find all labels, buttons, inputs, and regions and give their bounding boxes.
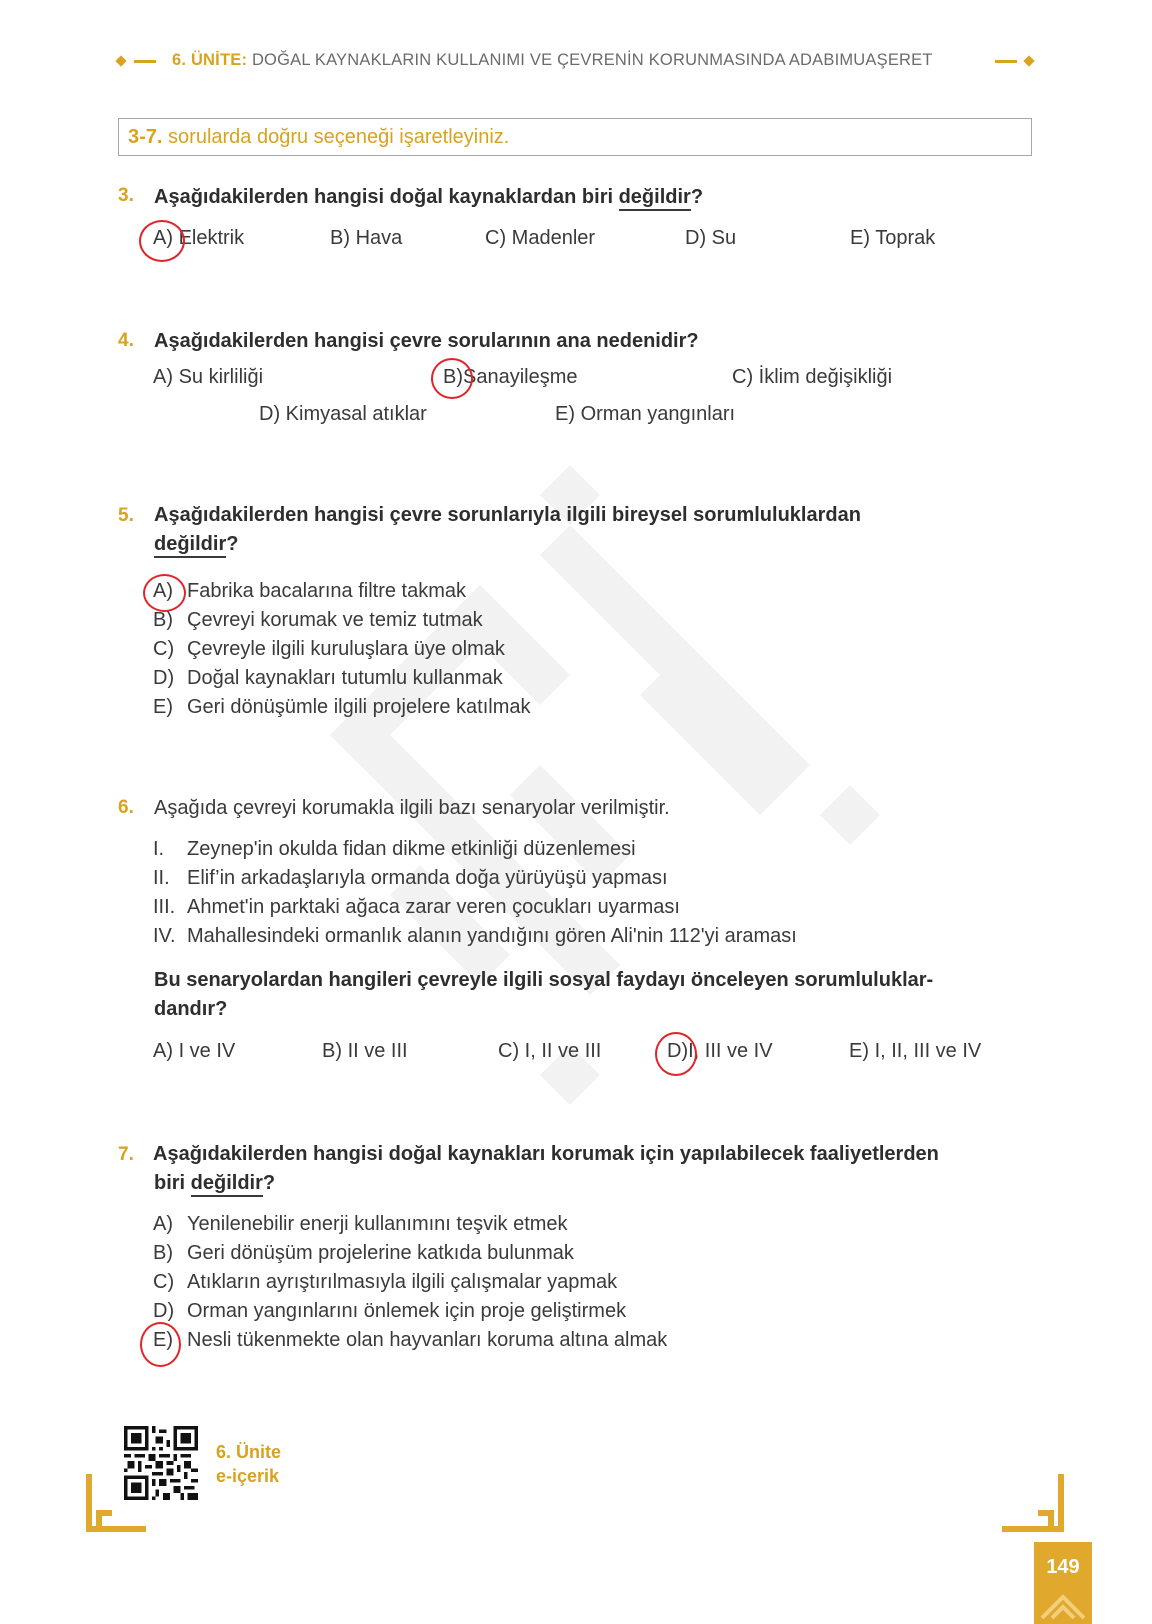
- q6-statement-4-text: Mahallesindeki ormanlık alanın yandığını gören Ali'nin 112'yi araması: [187, 925, 797, 947]
- q7-option-d: [153, 1297, 626, 1326]
- q5-option-b: [153, 606, 483, 635]
- q7-option-a-text: Yenilenebilir enerji kullanımını teşvik etmek: [187, 1213, 568, 1235]
- question-4-number: 4.: [118, 330, 134, 351]
- q4-option-e-text: Orman yangınları: [580, 403, 736, 425]
- question-5-text-after: ?: [226, 533, 239, 555]
- q5-option-a-label: A): [153, 580, 173, 602]
- question-3-text-after: ?: [690, 186, 704, 208]
- q6-option-b-text: II ve III: [347, 1040, 408, 1062]
- question-5-number: 5.: [118, 505, 134, 526]
- question-7-text-before: biri: [154, 1172, 191, 1194]
- q5-option-e: [153, 693, 530, 722]
- q6-option-c-text: I, II ve III: [524, 1040, 602, 1062]
- header-diamond-left: [115, 55, 126, 66]
- q6-statement-3-text: Ahmet'in parktaki ağaca zarar veren çocukları uyarması: [187, 896, 680, 918]
- q3-option-e: [850, 227, 935, 250]
- question-7-number: 7.: [118, 1144, 134, 1165]
- question-7-line1: Aşağıdakilerden hangisi doğal kaynakları korumak için yapılabilecek faaliyetlerden: [153, 1143, 939, 1165]
- answer-circle-q6: [655, 1032, 697, 1076]
- q6-statement-2-label: II.: [153, 867, 170, 889]
- q4-option-d: [259, 403, 427, 426]
- q3-option-c: [485, 227, 595, 250]
- q6-statement-4: [153, 922, 797, 951]
- q6-option-c-label: C): [498, 1040, 520, 1062]
- header-bar-right: [995, 60, 1017, 63]
- q6-option-b-label: B): [322, 1040, 342, 1062]
- header-bar-left: [134, 60, 156, 63]
- watermark-ornament: [290, 465, 910, 1105]
- instruction-box: [118, 118, 1032, 156]
- q3-option-b-text: Hava: [355, 227, 403, 249]
- question-6-intro: Aşağıda çevreyi korumakla ilgili bazı senaryolar verilmiştir.: [154, 797, 670, 819]
- question-6-line2: dandır?: [154, 998, 228, 1020]
- footer-e-content-label: [216, 1440, 281, 1488]
- question-7-text-after: ?: [262, 1172, 276, 1194]
- q5-option-d: [153, 664, 503, 693]
- q7-option-e-label: E): [153, 1329, 173, 1351]
- q7-option-a: [153, 1210, 568, 1239]
- q4-option-d-label: D): [259, 403, 281, 425]
- answer-circle-q4: [431, 358, 473, 399]
- question-4-text: Aşağıdakilerden hangisi çevre sorularının ana nedenidir?: [154, 330, 699, 352]
- q6-statement-3: [153, 893, 680, 922]
- header-unit-title: DOĞAL KAYNAKLARIN KULLANIMI VE ÇEVRENİN KORUNMASINDA ADABIMUAŞERET: [251, 51, 933, 69]
- q4-option-c-label: C): [732, 366, 754, 388]
- q5-option-a-text: Fabrika bacalarına filtre takmak: [187, 580, 467, 602]
- q5-option-c-text: Çevreyle ilgili kuruluşlara üye olmak: [187, 638, 505, 660]
- q6-statement-3-label: III.: [153, 896, 176, 918]
- q6-option-a-label: A): [153, 1040, 173, 1062]
- q7-option-d-label: D): [153, 1300, 175, 1322]
- instruction-body: sorularda doğru seçeneği işaretleyiniz.: [168, 126, 510, 148]
- q3-option-b: [330, 227, 402, 250]
- q4-option-e: [555, 403, 735, 426]
- q6-option-d-label: D): [667, 1040, 689, 1062]
- question-5-line1: Aşağıdakilerden hangisi çevre sorunlarıyla ilgili bireysel sorumluluklardan: [154, 504, 861, 526]
- q7-option-c-label: C): [153, 1271, 175, 1293]
- header-diamond-right: [1023, 55, 1034, 66]
- q3-option-d-text: Su: [711, 227, 737, 249]
- q3-option-a-label: A): [153, 227, 173, 249]
- answer-circle-q3: [139, 220, 185, 262]
- q7-option-a-label: A): [153, 1213, 173, 1235]
- q6-statement-1-text: Zeynep'in okulda fidan dikme etkinliği düzenlemesi: [187, 838, 636, 860]
- page-number: 149: [1046, 1556, 1080, 1578]
- q4-option-d-text: Kimyasal atıklar: [285, 403, 427, 425]
- question-5-line2: [154, 530, 238, 559]
- question-5-underlined: değildir: [154, 533, 226, 558]
- question-3-number: 3.: [118, 185, 134, 206]
- q7-option-d-text: Orman yangınlarını önlemek için proje geliştirmek: [187, 1300, 627, 1322]
- q7-option-e: [153, 1326, 667, 1355]
- q7-option-c: [153, 1268, 617, 1297]
- q7-option-c-text: Atıkların ayrıştırılmasıyla ilgili çalışmalar yapmak: [187, 1271, 618, 1293]
- question-3-text: [154, 183, 703, 212]
- q5-option-a: [153, 577, 466, 606]
- header-title: [172, 51, 933, 70]
- question-7-line2: [154, 1169, 275, 1198]
- footer-line-1: 6. Ünite: [216, 1442, 282, 1462]
- q4-option-a: [153, 366, 263, 389]
- q6-statement-2: [153, 864, 668, 893]
- instruction-range: 3-7.: [128, 126, 163, 148]
- q7-option-b: [153, 1239, 574, 1268]
- q4-option-a-label: A): [153, 366, 173, 388]
- q5-option-e-text: Geri dönüşümle ilgili projelere katılmak: [187, 696, 531, 718]
- q5-option-c: [153, 635, 505, 664]
- answer-circle-q7: [140, 1322, 181, 1367]
- q7-option-b-label: B): [153, 1242, 173, 1264]
- q3-option-d-label: D): [685, 227, 707, 249]
- question-3-text-before: Aşağıdakilerden hangisi doğal kaynaklardan biri: [154, 186, 619, 208]
- q5-option-b-text: Çevreyi korumak ve temiz tutmak: [187, 609, 483, 631]
- q5-option-d-label: D): [153, 667, 175, 689]
- q6-option-e-text: I, II, III ve IV: [874, 1040, 982, 1062]
- q3-option-c-label: C): [485, 227, 507, 249]
- q4-option-e-label: E): [555, 403, 575, 425]
- question-6-number: 6.: [118, 797, 134, 818]
- q3-option-d: [685, 227, 736, 250]
- q6-option-a-text: I ve IV: [178, 1040, 236, 1062]
- q6-statement-2-text: Elif’in arkadaşlarıyla ormanda doğa yürüyüşü yapması: [187, 867, 668, 889]
- q6-option-e-label: E): [849, 1040, 869, 1062]
- q3-option-c-text: Madenler: [511, 227, 596, 249]
- question-6-line1: Bu senaryolardan hangileri çevreyle ilgili sosyal faydayı önceleyen sorumluluklar-: [154, 969, 934, 991]
- q4-option-c-text: İklim değişikliği: [758, 366, 893, 388]
- q6-option-c: [498, 1040, 601, 1063]
- q3-option-e-label: E): [850, 227, 870, 249]
- q6-statement-1-label: I.: [153, 838, 165, 860]
- q3-option-a-text: Elektrik: [178, 227, 245, 249]
- q6-option-d-text: I, III ve IV: [688, 1040, 773, 1062]
- corner-ornament-right: [1002, 1474, 1064, 1536]
- question-3-underlined: değildir: [619, 186, 691, 211]
- q6-option-e: [849, 1040, 981, 1063]
- q6-statement-1: [153, 835, 636, 864]
- corner-ornament-left: [86, 1474, 150, 1536]
- q4-option-a-text: Su kirliliği: [178, 366, 264, 388]
- page-header: [0, 48, 1152, 76]
- q3-option-b-label: B): [330, 227, 350, 249]
- q4-option-b-text: Sanayileşme: [463, 366, 578, 388]
- q6-statement-4-label: IV.: [153, 925, 176, 947]
- q6-option-a: [153, 1040, 235, 1063]
- q3-option-e-text: Toprak: [875, 227, 936, 249]
- page-box-ornament: [1038, 1588, 1088, 1624]
- q7-option-e-text: Nesli tükenmekte olan hayvanları koruma altına almak: [187, 1329, 668, 1351]
- q6-option-b: [322, 1040, 408, 1063]
- q4-option-c: [732, 366, 892, 389]
- q5-option-e-label: E): [153, 696, 173, 718]
- q7-option-b-text: Geri dönüşüm projelerine katkıda bulunmak: [187, 1242, 574, 1264]
- question-7-underlined: değildir: [191, 1172, 263, 1197]
- answer-circle-q5: [143, 574, 186, 612]
- header-unit-label: 6. ÜNİTE:: [172, 51, 248, 69]
- q5-option-d-text: Doğal kaynakları tutumlu kullanmak: [187, 667, 503, 689]
- instruction-text: [128, 126, 509, 149]
- q5-option-b-label: B): [153, 609, 173, 631]
- q5-option-c-label: C): [153, 638, 175, 660]
- q4-option-b-label: B): [443, 366, 463, 388]
- footer-line-2: e-içerik: [216, 1466, 280, 1486]
- page-number-box: [1034, 1542, 1092, 1624]
